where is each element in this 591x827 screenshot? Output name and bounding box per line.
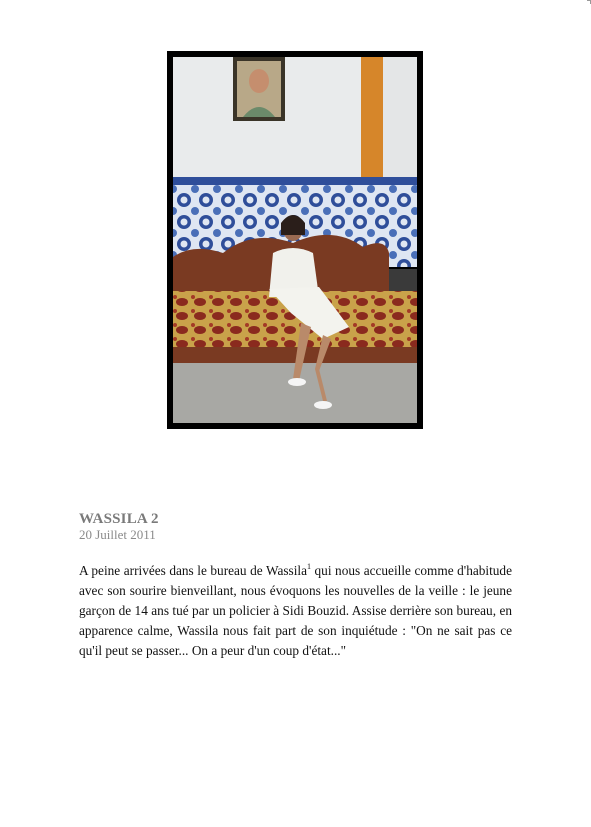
article-date: 20 Juillet 2011 xyxy=(79,527,156,542)
photo-frame xyxy=(167,51,423,429)
paragraph-text-rest: qui nous accueille comme d'habitude avec son sourire bienveillant, nous évoquons les nouvelles de la veille : le jeune garçon de 14 ans tué par un policier à Sidi Bouzid. Assise derrière son bureau, en apparence calme, Wassila nous fait part de son inquiétude : "On ne sait pas ce qu'il peut se passer... On a peur d'un coup d'état..." xyxy=(79,563,512,658)
paragraph-text-start: A peine arrivées dans le bureau de Wassila xyxy=(79,563,307,578)
footnote-reference[interactable]: 1 xyxy=(306,561,311,571)
photo-woman-on-sofa xyxy=(173,57,417,423)
page-corner-mark xyxy=(587,0,591,4)
article-paragraph xyxy=(79,561,512,661)
article-title: WASSILA 2 xyxy=(79,511,159,527)
